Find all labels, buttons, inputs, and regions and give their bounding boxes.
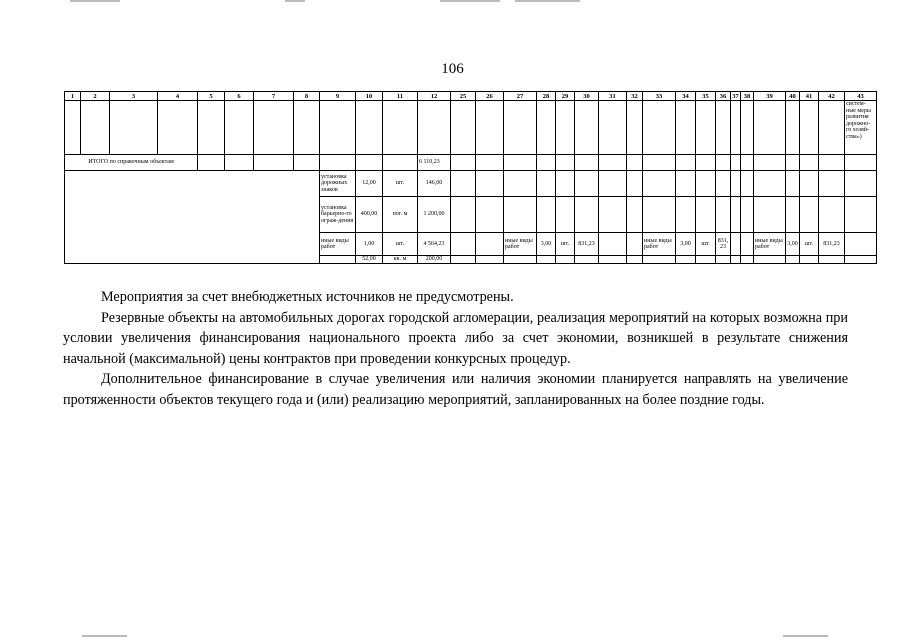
table-cell-qty28: 3,00 xyxy=(537,233,556,256)
paragraph: Мероприятия за счет внебюджетных источников не предусмотрены. xyxy=(101,289,514,305)
table-cell-unit: пог. м xyxy=(383,197,418,233)
table-cell-sum42: 831,23 xyxy=(819,233,845,256)
table-cell-sum: 146,00 xyxy=(418,171,451,197)
itogo-sum: 6 110,23 xyxy=(418,155,451,171)
col-header: 38 xyxy=(741,92,754,101)
table-cell-qty34: 3,00 xyxy=(676,233,696,256)
scan-artifact xyxy=(82,635,127,637)
table-cell-work: установка дорожных знаков xyxy=(320,171,356,197)
col-header: 33 xyxy=(643,92,676,101)
col-header: 7 xyxy=(254,92,294,101)
scan-artifact xyxy=(783,635,828,637)
table-cell-sum: 1 200,00 xyxy=(418,197,451,233)
table-cell-qty: 1,00 xyxy=(356,233,383,256)
table-cell-unit: шт. xyxy=(383,233,418,256)
col-header: 35 xyxy=(696,92,716,101)
table-cell-sum: 4 564,23 xyxy=(418,233,451,256)
col-header: 1 xyxy=(65,92,81,101)
table-cell-unit35: шт. xyxy=(696,233,716,256)
table-cell-unit41: шт. xyxy=(800,233,819,256)
table-cell-unit: кв. м xyxy=(383,256,418,264)
col-header: 3 xyxy=(110,92,158,101)
col-header: 2 xyxy=(81,92,110,101)
col-header: 32 xyxy=(627,92,643,101)
col-header: 26 xyxy=(476,92,504,101)
scan-artifact xyxy=(70,0,120,2)
col-header: 39 xyxy=(754,92,786,101)
table-cell-unit29: шт. xyxy=(556,233,575,256)
col-header: 4 xyxy=(158,92,198,101)
col-header: 11 xyxy=(383,92,418,101)
table-cell-work: иные виды работ xyxy=(320,233,356,256)
page-number: 106 xyxy=(441,61,464,77)
col-header: 12 xyxy=(418,92,451,101)
table-cell-unit: шт. xyxy=(383,171,418,197)
table-cell-work33: иные виды работ xyxy=(643,233,676,256)
table-cell-col43: систем-ные меры развития дорожно-го хозяй-ства») xyxy=(845,101,877,155)
col-header: 9 xyxy=(320,92,356,101)
scan-artifact xyxy=(285,0,305,2)
col-header: 8 xyxy=(294,92,320,101)
table-header-row xyxy=(65,92,877,101)
col-header: 25 xyxy=(451,92,476,101)
table-cell-work xyxy=(320,256,356,264)
table-cell-sum30: 831,23 xyxy=(575,233,599,256)
table-cell-work39: иные виды работ xyxy=(754,233,786,256)
table-cell-work: установка барьерно-го ограж-дения xyxy=(320,197,356,233)
col-header: 5 xyxy=(198,92,225,101)
data-table xyxy=(64,91,877,264)
col-header: 30 xyxy=(575,92,599,101)
col-header: 43 xyxy=(845,92,877,101)
col-header: 10 xyxy=(356,92,383,101)
table-row xyxy=(65,171,877,197)
table-row-itogo xyxy=(65,155,877,171)
col-header: 28 xyxy=(537,92,556,101)
table-row xyxy=(65,101,877,155)
body-text xyxy=(63,287,848,410)
table-cell-qty: 400,00 xyxy=(356,197,383,233)
itogo-label: ИТОГО по справочным объектам xyxy=(65,155,198,171)
table-cell-sum36: 831, 23 xyxy=(716,233,731,256)
scan-artifact xyxy=(515,0,580,2)
table-cell-work27: иные виды работ xyxy=(504,233,537,256)
col-header: 36 xyxy=(716,92,731,101)
col-header: 27 xyxy=(504,92,537,101)
col-header: 40 xyxy=(786,92,800,101)
col-header: 29 xyxy=(556,92,575,101)
col-header: 37 xyxy=(732,92,739,100)
table-cell-qty: 12,00 xyxy=(356,171,383,197)
scan-artifact xyxy=(440,0,500,2)
col-header: 41 xyxy=(800,92,819,101)
paragraph: Резервные объекты на автомобильных дорогах городской агломерации, реализация мероприятий на которых возможна при условии увеличения финансирования национального проекта либо за счет экономии, возникшей в результате снижения начальной (максимальной) цены контрактов при проведении конкурсных процедур. xyxy=(63,309,848,367)
col-header: 31 xyxy=(599,92,627,101)
paragraph: Дополнительное финансирование в случае увеличения или наличия экономии планируется направлять на увеличение протяженности объектов текущего года и (или) реализацию мероприятий, запланированных на более поздние годы. xyxy=(63,371,848,408)
table-cell-sum: 200,00 xyxy=(418,256,451,264)
table-cell-qty40: 3,00 xyxy=(786,233,800,256)
col-header: 34 xyxy=(676,92,696,101)
table-cell-qty: 52,00 xyxy=(356,256,383,264)
col-header: 42 xyxy=(819,92,845,101)
col-header: 6 xyxy=(225,92,254,101)
